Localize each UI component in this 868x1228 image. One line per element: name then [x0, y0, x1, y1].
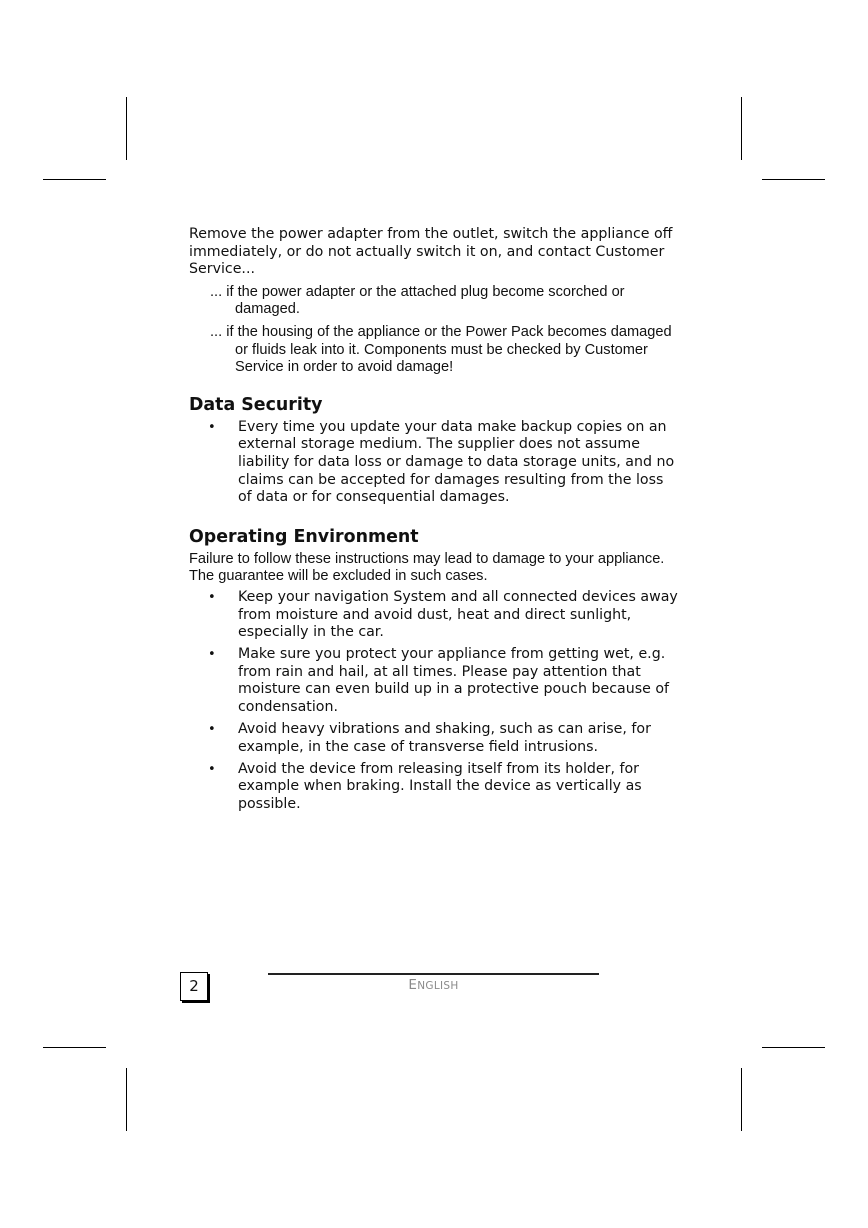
- list-item: [189, 589, 679, 642]
- crop-mark-top-right-horizontal: [762, 179, 825, 180]
- intro-list: [189, 284, 679, 377]
- footer-language-label: [268, 977, 599, 993]
- list-item: [189, 646, 679, 716]
- crop-mark-bottom-right-vertical: [741, 1068, 742, 1131]
- operating-environment-paragraph: Failure to follow these instructions may lead to damage to your appliance. The guarantee will be excluded in such cases.: [189, 550, 665, 585]
- crop-mark-top-left-horizontal: [43, 179, 106, 180]
- bullet-icon: •: [208, 647, 216, 663]
- list-item-text: Avoid the device from releasing itself from its holder, for example when braking. Install the device as vertically as possible.: [238, 760, 642, 812]
- operating-environment-heading: Operating Environment: [189, 526, 419, 547]
- intro-list-item: ... if the power adapter or the attached plug become scorched or damaged.: [210, 283, 625, 318]
- crop-mark-bottom-right-horizontal: [762, 1047, 825, 1048]
- list-item-text: Every time you update your data make backup copies on an external storage medium. The supplier does not assume liability for data loss or damage to data storage units, and no claims can be accepted for damages resulting from the loss of data or for consequential damages.: [238, 418, 675, 506]
- crop-mark-bottom-left-vertical: [126, 1068, 127, 1131]
- footer-language-initial: E: [408, 977, 418, 993]
- intro-paragraph: Remove the power adapter from the outlet, switch the appliance off immediately, or do not actually switch it on, and contact Customer Service...: [189, 226, 673, 278]
- list-item: [189, 761, 679, 814]
- list-item-text: Keep your navigation System and all connected devices away from moisture and avoid dust, heat and direct sunlight, especially in the car.: [238, 588, 678, 641]
- crop-mark-top-left-vertical: [126, 97, 127, 160]
- footer-language-rest: NGLISH: [417, 980, 459, 992]
- intro-list-item: ... if the housing of the appliance or the Power Pack becomes damaged or fluids leak into it. Components must be checked by Customer Service in order to avoid damage!: [210, 323, 672, 376]
- crop-mark-bottom-left-horizontal: [43, 1047, 106, 1048]
- list-item-text: Make sure you protect your appliance from getting wet, e.g. from rain and hail, at all times. Please pay attention that moisture can even build up in a protective pouch because of condensation.: [238, 646, 669, 715]
- list-item: [189, 419, 679, 507]
- page-content: [189, 226, 679, 818]
- operating-environment-list: [189, 589, 679, 814]
- bullet-icon: •: [208, 419, 216, 435]
- list-item-text: Avoid heavy vibrations and shaking, such as can arise, for example, in the case of transverse field intrusions.: [238, 721, 651, 755]
- bullet-icon: •: [208, 722, 216, 738]
- crop-mark-top-right-vertical: [741, 97, 742, 160]
- data-security-list: [189, 419, 679, 507]
- bullet-icon: •: [208, 589, 216, 605]
- page-number: 2: [180, 972, 208, 1001]
- bullet-icon: •: [208, 761, 216, 777]
- footer-divider: [268, 973, 599, 975]
- data-security-heading: Data Security: [189, 394, 323, 415]
- list-item: [189, 721, 679, 756]
